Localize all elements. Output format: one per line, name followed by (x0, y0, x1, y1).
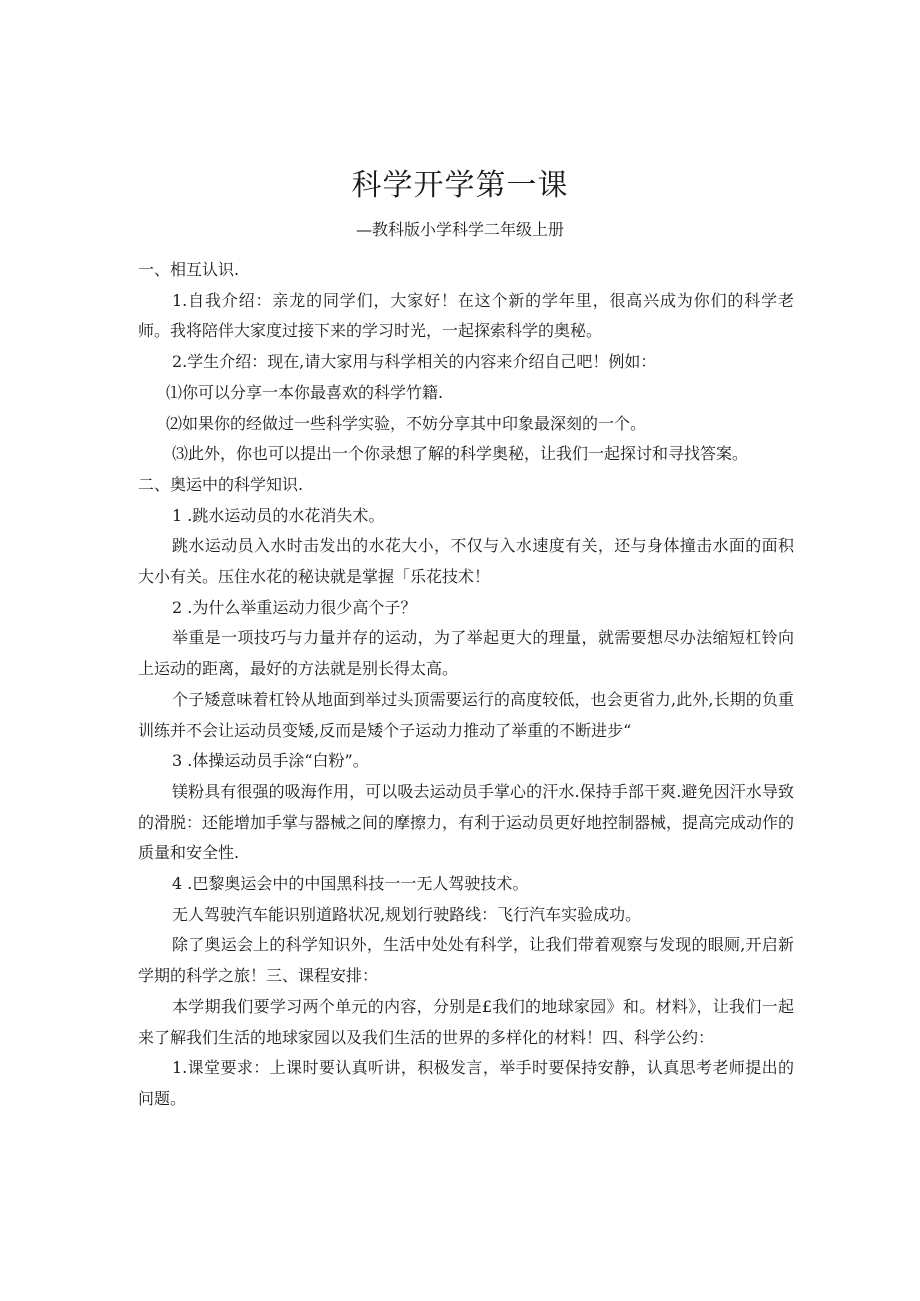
page-title: 科学开学第一课 (351, 168, 569, 203)
paragraph-self-intro: 1.自我介绍：亲龙的同学们，大家好！在这个新的学年里，很高兴成为你们的科学老师。我将陪伴大家度过接下来的学习时光，一起探索科学的奥秘。 (138, 290, 794, 341)
list-item-3: ⑶此外，你也可以提出一个你录想了解的科学奥秘，让我们一起探讨和寻找答案。 (172, 444, 749, 464)
topic-heading-diving: 1 .跳水运动员的水花消失术。 (172, 505, 385, 525)
section-heading-2: 二、奥运中的科学知识. (138, 474, 304, 494)
paragraph-weightlifting-2: 个子矮意味着杠铃从地面到举过头顶需要运行的高度较低，也会更省力,此外,长期的负重训练并不会让运动员变矮,反而是矮个子运动力推动了举重的不断进步“ (138, 689, 794, 740)
list-item-1: ⑴你可以分享一本你最喜欢的科学竹籍. (166, 382, 444, 402)
paragraph-class-rules: 1.课堂要求：上课时要认真听讲，积极发言，举手时要保持安静，认真思考老师提出的问题。 (138, 1058, 794, 1108)
list-item-2: ⑵如果你的经做过一些科学实验，不妨分享其中印象最深刻的一个。 (166, 413, 647, 433)
paragraph-science-life: 除了奥运会上的科学知识外，生活中处处有科学，让我们带着观察与发现的眼厕,开启新学期的科学之旅！三、课程安排： (138, 935, 794, 986)
paragraph-diving: 跳水运动员入水时击发出的水花大小，不仅与入水速度有关，还与身体撞击水面的面积大小有关。压住水花的秘诀就是掌握「乐花技术！ (138, 536, 794, 587)
document-body (138, 255, 794, 1115)
paragraph-weightlifting-1: 举重是一项技巧与力量并存的运动，为了举起更大的理量，就需要想尽办法缩短杠铃向上运动的距离，最好的方法就是别长得太高。 (138, 628, 794, 679)
paragraph-autonomous: 无人驾驶汽车能识别道路状况,规划行驶路线：飞行汽车实验成功。 (172, 904, 642, 924)
paragraph-gymnastics: 镁粉具有很强的吸海作用，可以吸去运动员手掌心的汗水.保持手部干爽.避免因汗水导致的滑脱：还能增加手掌与器械之间的摩擦力，有利于运动员更好地控制器械，提高完成动作的质量和安全性. (138, 781, 795, 863)
topic-heading-weightlifting: 2 .为什么举重运动力很少高个子？ (172, 597, 417, 617)
paragraph-course-plan: 本学期我们要学习两个单元的内容，分别是£我们的地球家园》和。材料》，让我们一起来了解我们生活的地球家园以及我们生活的世界的多样化的材料！四、科学公约： (138, 996, 794, 1047)
section-heading-1: 一、相互认识. (138, 260, 240, 279)
paragraph-student-intro: 2.学生介绍：现在,请大家用与科学相关的内容来介绍自己吧！例如： (172, 352, 657, 372)
page-subtitle: —教科版小学科学二年级上册 (355, 220, 564, 239)
topic-heading-gymnastics: 3 .体操运动员手涂“白粉”。 (172, 751, 369, 771)
topic-heading-autonomous: 4 .巴黎奥运会中的中国黑科技一一无人驾驶技术。 (172, 874, 529, 894)
